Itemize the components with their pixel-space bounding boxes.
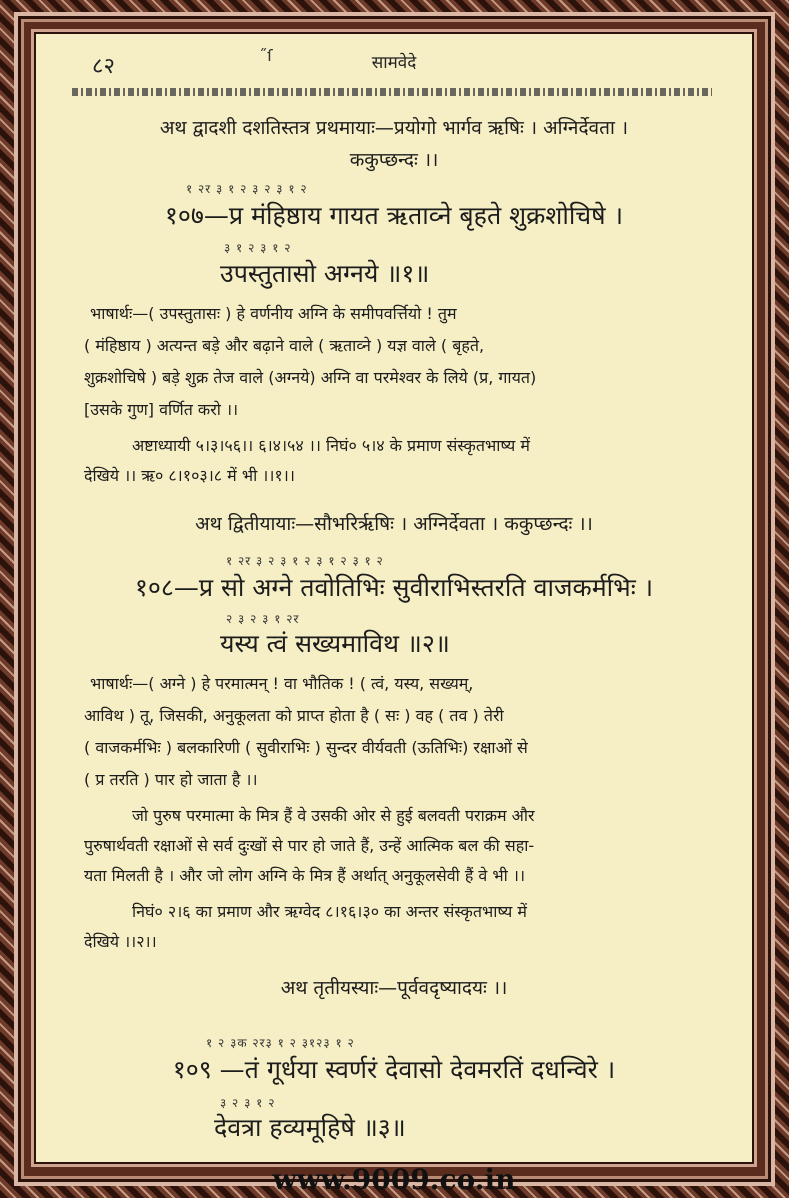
commentary-line: शुक्रशोचिषे ) बड़े शुक्र तेज वाले (अग्नये) अग्नि वा परमेश्वर के लिये (प्र, गायत) — [84, 368, 537, 387]
commentary-line: [उसके गुण] वर्णित करो ।। — [84, 400, 239, 419]
section-intro-line: अथ द्वादशी दशतिस्तत्र प्रथमायाः—प्रयोगो भार्गव ऋषिः । अग्निर्देवता । — [159, 117, 629, 139]
commentary-line: ( मंहिष्ठाय ) अत्यन्त बड़े और बढ़ाने वाले ( ऋताव्ने ) यज्ञ वाले ( बृहते, — [84, 336, 485, 355]
section-intro-line: अथ तृतीयस्याः—पूर्ववदृष्यादयः ।। — [280, 977, 508, 999]
commentary-line: ( वाजकर्मभिः ) बलकारिणी ( सुवीराभिः ) सुन्दर वीर्यवती (ऊतिभिः) रक्षाओं से — [84, 738, 528, 757]
accent-marks: २ ३ २ ३ १ २र — [226, 612, 300, 626]
accent-marks: १ २ ३क २र३ १ २ ३१२३ १ २ — [206, 1036, 355, 1050]
header-title: सामवेदे — [371, 53, 417, 73]
page-number: ८२ — [92, 54, 115, 79]
book-page — [36, 34, 752, 1162]
commentary-line: आविथ ) तू, जिसकी, अनुकूलता को प्राप्त होता है ( सः ) वह ( तव ) तेरी — [84, 706, 504, 725]
note-line: निघं० २।६ का प्रमाण और ऋग्वेद ८।१६।३० का अन्तर संस्कृतभाष्य में — [132, 902, 527, 921]
mantra-line: देवत्रा हव्यमूहिषे ॥३॥ — [214, 1113, 406, 1142]
ornamental-divider — [72, 88, 712, 96]
mantra-line: उपस्तुतासो अग्नये ॥१॥ — [220, 259, 430, 288]
page-header — [36, 46, 752, 80]
pen-mark-icon: ˝ſ — [259, 46, 273, 65]
commentary-line: ( प्र तरति ) पार हो जाता है ।। — [84, 770, 258, 789]
mantra-line: १०९ —तं गूर्धया स्वर्णरं देवासो देवमरतिं दधन्विरे । — [172, 1055, 616, 1084]
accent-marks: ३ १ २ ३ १ २ — [224, 241, 292, 255]
note-line: देखिये ।। ऋ० ८।१०३।८ में भी ।।१।। — [84, 466, 295, 485]
paragraph-line: पुरुषार्थवती रक्षाओं से सर्व दुःखों से पार हो जाते हैं, उन्हें आत्मिक बल की सहा- — [84, 836, 535, 855]
watermark-url: www.9009.co.in — [272, 1163, 516, 1196]
commentary-line: भाषार्थः—( उपस्तुतासः ) हे वर्णनीय अग्नि के समीपवर्त्तियो ! तुम — [90, 304, 457, 323]
section-intro-line: ककुप्छन्दः ।। — [349, 149, 439, 171]
accent-marks: १ २र ३ २ ३ १ २ ३ १ २ ३ १ २ — [226, 554, 384, 568]
note-line: अष्टाध्यायी ५।३।५६।। ६।४।५४ ।। निघं० ५।४ के प्रमाण संस्कृतभाष्य में — [132, 436, 530, 455]
paragraph-line: जो पुरुष परमात्मा के मित्र हैं वे उसकी ओर से हुई बलवती पराक्रम और — [132, 806, 535, 825]
section-intro-line: अथ द्वितीयायाः—सौभरिर्ऋषिः । अग्निर्देवता । ककुप्छन्दः ।। — [195, 513, 593, 535]
mantra-line: १०८—प्र सो अग्ने तवोतिभिः सुवीराभिस्तरति वाजकर्मभिः । — [134, 573, 654, 602]
accent-marks: १ २र ३ १ २ ३ २ ३ १ २ — [186, 182, 308, 196]
note-line: देखिये ।।२।। — [84, 932, 157, 951]
accent-marks: ३ २ ३ १ २ — [220, 1096, 276, 1110]
commentary-line: भाषार्थः—( अग्ने ) हे परमात्मन् ! वा भौतिक ! ( त्वं, यस्य, सख्यम्, — [90, 674, 474, 693]
mantra-line: यस्य त्वं सख्यमाविथ ॥२॥ — [220, 629, 450, 658]
paragraph-line: यता मिलती है । और जो लोग अग्नि के मित्र हैं अर्थात् अनुकूलसेवी हैं वे भी ।। — [84, 866, 526, 885]
mantra-line: १०७—प्र मंहिष्ठाय गायत ऋताव्ने बृहते शुक्रशोचिषे । — [164, 201, 624, 230]
